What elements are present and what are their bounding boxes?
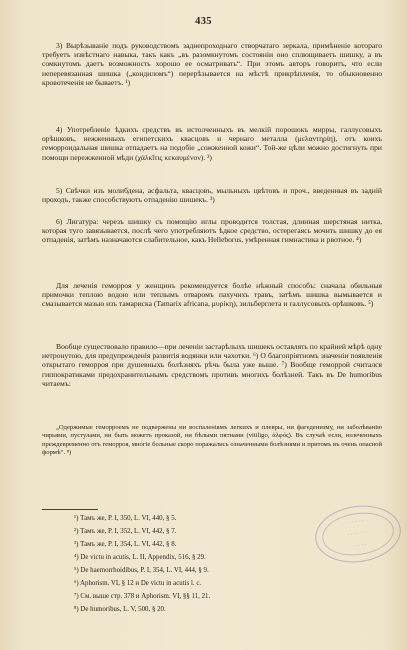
- paragraph-5-suppositories: 5) Свѣчки изъ молибдена, асфальта, квасцовъ, мыльныхъ цвѣтовъ и проч., введенныя въ задній проходъ, также способствуютъ отпаденію шишекъ. ³): [42, 186, 382, 205]
- footnote: ⁵) De haemorrhoidibus, P. I, 354, L. VI, 444, § 9.: [74, 567, 209, 574]
- footnote: ²) Тамъ же, P. I, 352, L. VI, 442, § 7.: [74, 528, 177, 535]
- footnote: ³) Тамъ же, P. I, 354, L. VI, 442, § 8.: [74, 541, 177, 548]
- footnote: ⁸) De humoribus, L. V, 500, § 20.: [74, 606, 166, 613]
- page-number: 435: [195, 16, 212, 27]
- paragraph-3-excision: 3) Вырѣзываніе подъ руководствомъ заднепроходнаго створчатаго зеркала, примѣненіе котораго требуетъ извѣстнаго навыка, такъ какъ „въ разомкнутомъ состояніи оно сплющиваетъ шишку, а въ сомкнутомъ даетъ возможность хорошо ее осматривать“. При этомъ авторъ говоритъ, что если неперевязанная шишка („кондиломъ“) перерѣзывается на мѣстѣ прикрѣпленія, то обыкновенно кровотеченія не бываетъ. ¹): [42, 41, 382, 87]
- paragraph-4-caustics: 4) Употребленіе ѣдкихъ средствъ въ истолченныхъ въ мелкій порошокъ мирры, галлусовыхъ орѣшковъ, нежженныхъ египетскихъ квасцовъ и чернаго металла (μελαντηρίη), отъ коихъ геморроидальная шишка отпадаетъ на подобіе „сожженной кожи“. Той-же цѣли можно достигнуть при помощи пережженной мѣди (χάλκῖτις κεκαυμένον). ²): [42, 125, 382, 162]
- footnote: ⁷) См. выше стр. 378 и Aphorism. VI, §§ 11, 21.: [74, 593, 211, 600]
- paragraph-general-rule: Вообще существовало правило—при леченіи застарѣлыхъ шишекъ оставлять по крайней мѣрѣ одну нетронутою, для предупрежденія развитія водянки или чахотки. ⁶) О благопріятномъ значеніи появленія открытаго геморроя при душевныхъ болѣзняхъ рѣчь была уже выше. ⁷) Вообще геморрой считался гиппократиками предохранительнымъ средствомъ противъ многихъ болѣзней. Такъ въ De humoribus читаемъ:: [42, 342, 382, 388]
- footnote: ⁶) Aphorism. VI, § 12 и De victu in acutis l. c.: [74, 580, 202, 587]
- footnote-separator: [42, 509, 98, 510]
- paragraph-6-ligature: 6) Лигатура: черезъ шишку съ помощію иглы проводится толстая, длинная шерстяная нитка, которая туго завязывается, послѣ чего употребляютъ ѣдкое средство, остерегаясь мочить шишку до ея отпаденія, затѣмъ назначаются слабительное, какъ Helleborus, умѣренная гимнастика и рвотное. ⁴): [42, 217, 382, 245]
- quotation-de-humoribus: „Одержимые геморроемъ не подвержены ни воспаленіямъ легкихъ и плевры, ни фагеденизму, ни заболѣванію чирьями, пустулами, ни быть можетъ проказой, ни бѣлыми пятнами (vitiligo, ἀλφός). Въ случаѣ если, излеченныхъ преждевременно отъ геморроя, многіе больные скоро поражались означенными болѣзнями и притомъ въ очень опасной формѣ“. ⁸): [42, 424, 382, 457]
- footnote: ⁴) De victu in acutis, L. II, Appendix, 516, § 29.: [74, 554, 206, 561]
- library-stamp: · · · · · · · · · · · · · · · · ·: [312, 500, 405, 567]
- footnote: ¹) Тамъ же, P. I, 350, L. VI, 440, § 5.: [74, 515, 177, 522]
- paragraph-women-treatment: Для леченія геморроя у женщинъ рекомендуется болѣе нѣжный способъ: сначала обильныя примочки теплою водою или теплымъ отваромъ пахучихъ травъ, затѣмъ шишка вымывается и смазывается мазью изъ тамариска (Tamarix africana, μυρίκη), зильберглета и галлусовыхъ орѣшковъ. ⁵): [42, 281, 382, 309]
